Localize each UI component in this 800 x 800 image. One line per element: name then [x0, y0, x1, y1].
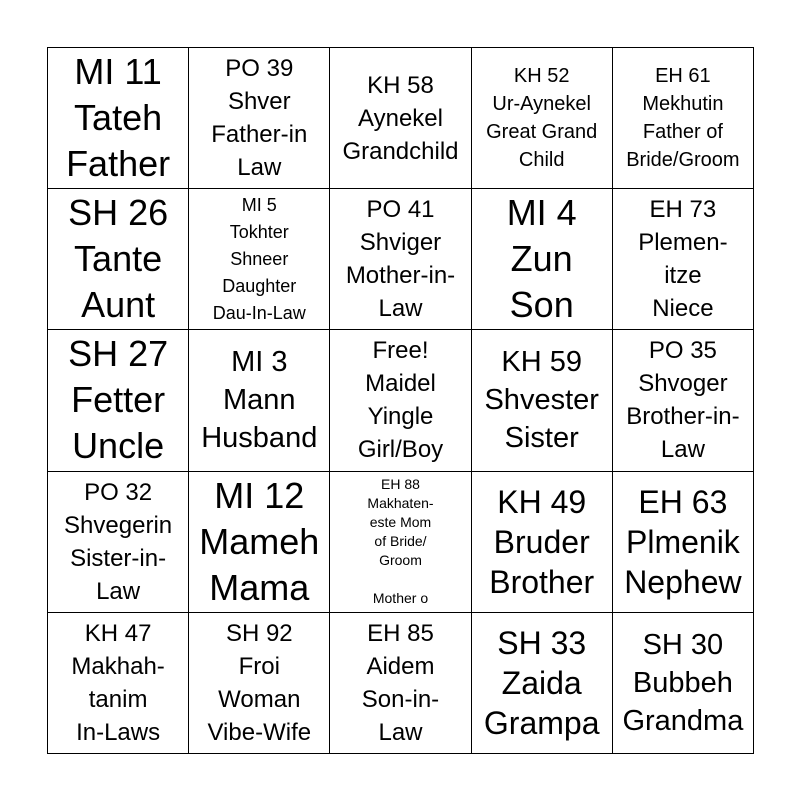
cell-line: EH 61	[655, 65, 711, 88]
cell-line: Groom	[379, 552, 422, 569]
cell-line: Law	[237, 154, 282, 182]
cell-line: Ur-Aynekel	[492, 93, 591, 116]
cell-line: PO 35	[648, 337, 717, 365]
cell-line: Mother o	[372, 590, 429, 607]
cell-line: Mother-in-	[345, 262, 456, 290]
cell-line: tanim	[88, 685, 148, 713]
cell-line: Maidel	[365, 370, 436, 398]
cell-line: Bruder	[493, 523, 590, 560]
cell-line: Grandchild	[342, 137, 459, 165]
cell-line: Father-in	[211, 121, 308, 149]
bingo-cell-r1c1[interactable]	[48, 48, 189, 189]
bingo-cell-r3c2[interactable]	[189, 330, 330, 471]
cell-line: Zun	[510, 238, 573, 280]
cell-line: KH 58	[367, 71, 434, 99]
cell-line: of Bride/	[374, 533, 427, 550]
cell-line: Father of	[642, 121, 723, 144]
cell-line: Father	[66, 143, 171, 185]
cell-line: Zaida	[501, 664, 582, 701]
cell-line: Son-in-	[361, 685, 440, 713]
cell-line: Aidem	[366, 652, 435, 680]
bingo-cell-r1c2[interactable]	[189, 48, 330, 189]
cell-line: Tateh	[74, 97, 163, 139]
cell-line: SH 30	[642, 628, 724, 661]
cell-line: Plmenik	[625, 523, 740, 560]
bingo-cell-r1c5[interactable]	[613, 48, 754, 189]
cell-line: Niece	[652, 295, 714, 323]
cell-line: MI 12	[214, 474, 305, 516]
cell-line: Law	[378, 718, 423, 746]
bingo-cell-r5c4[interactable]	[472, 613, 613, 754]
cell-line: Tokhter	[229, 221, 289, 242]
cell-line: Shvegerin	[64, 511, 173, 539]
cell-line: Grampa	[483, 704, 600, 741]
cell-line: Mameh	[199, 520, 320, 562]
cell-line: Daughter	[222, 275, 297, 296]
bingo-cell-r5c2[interactable]	[189, 613, 330, 754]
cell-line: KH 47	[84, 619, 152, 647]
cell-line: EH 73	[649, 196, 717, 224]
bingo-cell-r1c4[interactable]	[472, 48, 613, 189]
cell-line: SH 92	[225, 619, 293, 647]
cell-line: EH 88	[381, 476, 420, 493]
cell-line: este Mom	[369, 514, 432, 531]
bingo-cell-r3c4[interactable]	[472, 330, 613, 471]
cell-line: Mama	[209, 566, 310, 608]
bingo-cell-r2c1[interactable]	[48, 189, 189, 330]
cell-line: Uncle	[72, 425, 165, 467]
cell-line: Brother-in-	[626, 403, 740, 431]
cell-line: Bubbeh	[632, 666, 733, 699]
bingo-cell-r5c5[interactable]	[613, 613, 754, 754]
cell-line: KH 52	[513, 65, 570, 88]
cell-line: itze	[664, 262, 702, 290]
cell-line: Aynekel	[358, 104, 443, 132]
bingo-cell-r1c3[interactable]	[330, 48, 471, 189]
cell-line: SH 27	[68, 333, 169, 375]
cell-line: EH 85	[367, 619, 434, 647]
cell-line: PO 41	[366, 196, 435, 224]
cell-line: KH 49	[497, 483, 587, 520]
bingo-cell-r5c1[interactable]	[48, 613, 189, 754]
cell-line: Makhah-	[71, 652, 165, 680]
cell-line: Vibe-Wife	[207, 718, 312, 746]
cell-line: Girl/Boy	[357, 436, 444, 464]
cell-line: PO 39	[225, 55, 294, 83]
cell-line: KH 59	[501, 346, 582, 379]
cell-line: Shviger	[359, 229, 442, 257]
cell-line: Makhaten-	[367, 495, 434, 512]
cell-line: EH 63	[638, 483, 728, 520]
cell-line: MI 4	[506, 192, 577, 234]
cell-line: Great Grand	[486, 121, 598, 144]
bingo-cell-r4c3[interactable]	[330, 472, 471, 613]
cell-line: Law	[378, 295, 423, 323]
bingo-cell-r4c1[interactable]	[48, 472, 189, 613]
cell-line: Sister	[504, 422, 579, 455]
cell-line: Froi	[238, 652, 280, 680]
bingo-cell-r2c2[interactable]	[189, 189, 330, 330]
bingo-cell-r4c2[interactable]	[189, 472, 330, 613]
cell-line: Aunt	[81, 284, 156, 326]
cell-line: Mekhutin	[642, 93, 724, 116]
bingo-cell-r2c5[interactable]	[613, 189, 754, 330]
cell-line: Mann	[223, 384, 296, 417]
cell-line: Yingle	[367, 403, 434, 431]
cell-line: Shneer	[230, 248, 289, 269]
bingo-cell-r3c3-free[interactable]	[330, 330, 471, 471]
cell-line: Plemen-	[638, 229, 728, 257]
cell-line: MI 3	[231, 346, 288, 379]
cell-line: Shver	[227, 88, 291, 116]
cell-line: Brother	[489, 563, 595, 600]
bingo-cell-r2c3[interactable]	[330, 189, 471, 330]
cell-line: Husband	[201, 422, 318, 455]
cell-line: Tante	[74, 238, 163, 280]
cell-line: SH 33	[497, 624, 587, 661]
cell-line: In-Laws	[76, 718, 161, 746]
bingo-cell-r3c1[interactable]	[48, 330, 189, 471]
cell-line: Free!	[372, 337, 429, 365]
cell-line: Shvoger	[638, 370, 728, 398]
bingo-cell-r3c5[interactable]	[613, 330, 754, 471]
cell-line: Bride/Groom	[626, 149, 740, 172]
cell-line: Son	[509, 284, 574, 326]
bingo-cell-r4c4[interactable]	[472, 472, 613, 613]
cell-line: Shvester	[484, 384, 599, 417]
cell-line: Law	[660, 436, 705, 464]
cell-line: Law	[96, 577, 141, 605]
cell-line: Nephew	[624, 563, 742, 600]
bingo-cell-r5c3[interactable]	[330, 613, 471, 754]
bingo-board	[47, 47, 754, 754]
cell-line: Grandma	[622, 704, 744, 737]
cell-line: SH 26	[68, 192, 169, 234]
bingo-cell-r2c4[interactable]	[472, 189, 613, 330]
cell-line: Woman	[218, 685, 301, 713]
cell-line: MI 5	[241, 194, 277, 215]
cell-line: MI 11	[74, 51, 162, 93]
cell-line: Sister-in-	[70, 544, 167, 572]
cell-line: PO 32	[84, 478, 153, 506]
cell-line: Fetter	[71, 379, 166, 421]
cell-line: Child	[518, 149, 565, 172]
cell-line: Dau-In-Law	[212, 302, 306, 323]
bingo-cell-r4c5[interactable]	[613, 472, 754, 613]
